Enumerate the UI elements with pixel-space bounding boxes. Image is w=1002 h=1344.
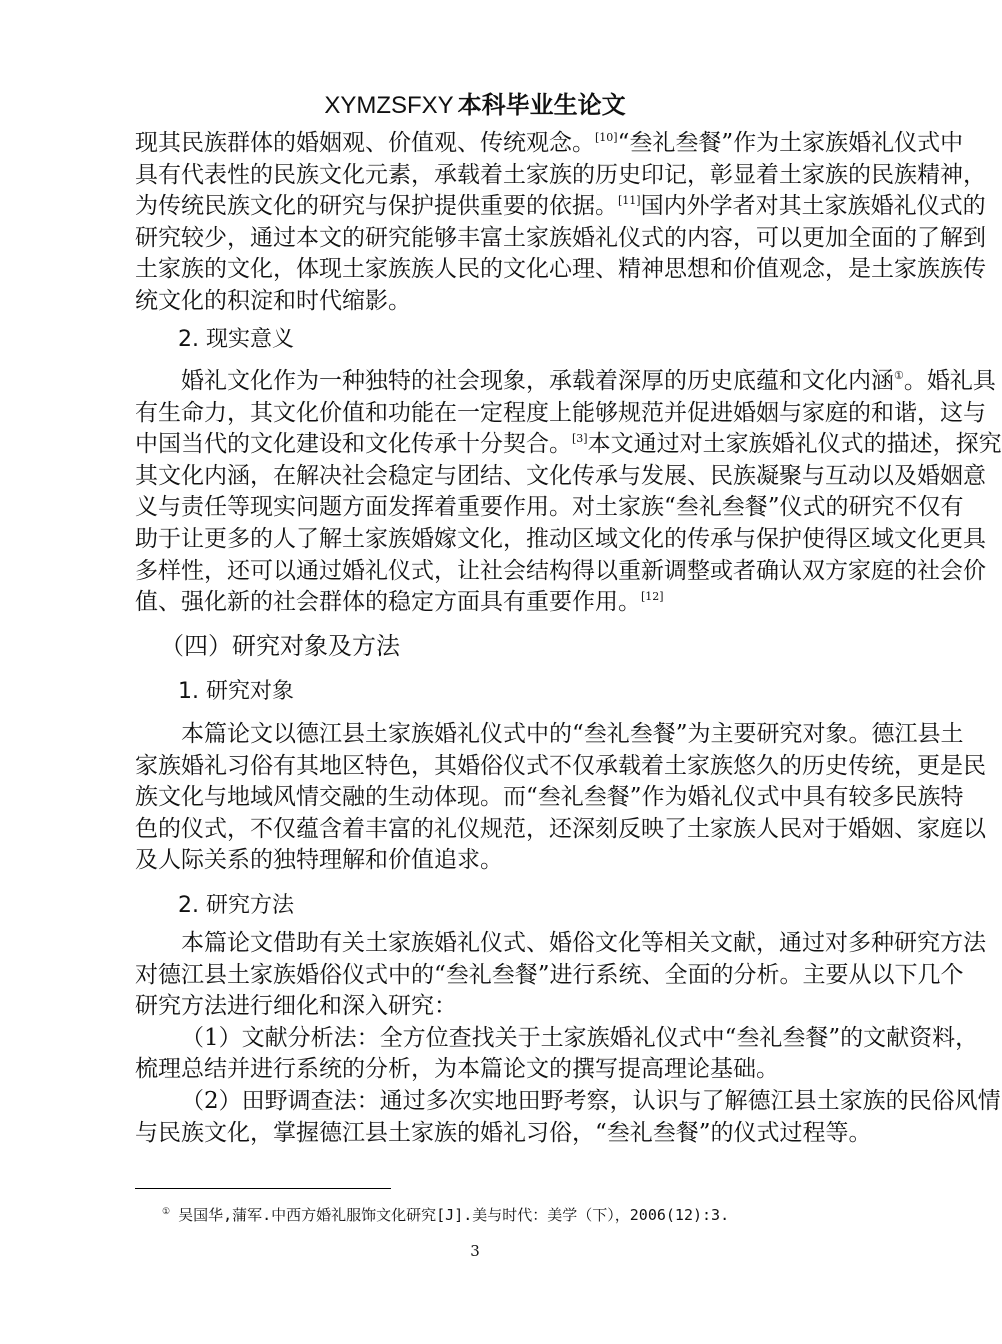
heading-research-object: 1. 研究对象 <box>178 679 294 704</box>
page-header <box>0 90 950 121</box>
text-segment: 色的仪式，不仅蕴含着丰富的礼仪规范，还深刻反映了土家族人民对于婚姻、家庭以 <box>135 815 986 842</box>
text-line <box>135 719 964 751</box>
text-segment: （1）文献分析法：全方位查找关于土家族婚礼仪式中“叁礼叁餐”的文献资料， <box>181 1024 979 1051</box>
citation-mark: [11] <box>618 194 641 208</box>
text-line <box>135 845 847 877</box>
text-line <box>135 1118 872 1150</box>
text-line <box>135 191 986 223</box>
text-segment: 家族婚礼习俗有其地区特色，其婚俗仪式不仅承载着土家族悠久的历史传统，更是民 <box>135 752 986 779</box>
text-segment: 及人际关系的独特理解和价值追求。 <box>135 847 503 874</box>
citation-mark: [10] <box>595 131 618 144</box>
text-line <box>135 223 986 255</box>
text-line <box>135 1086 1001 1118</box>
text-segment: 中国当代的文化建设和文化传承十分契合。 <box>135 431 572 458</box>
text-segment: 梳理总结并进行系统的分析，为本篇论文的撰写提高理论基础。 <box>135 1056 779 1083</box>
text-line <box>135 1054 847 1086</box>
paragraph-research-method <box>135 928 1001 1149</box>
heading-research-method: 2. 研究方法 <box>178 893 294 918</box>
text-line <box>135 254 986 286</box>
text-line <box>135 814 986 846</box>
text-segment: 值、强化新的社会群体的稳定方面具有重要作用。 <box>135 589 641 616</box>
text-line <box>135 928 986 960</box>
header-title: 本科毕业生论文 <box>457 90 626 119</box>
text-line <box>135 286 847 318</box>
text-line <box>135 429 1002 461</box>
text-segment: 土家族的文化，体现土家族族人民的文化心理、精神思想和价值观念，是土家族族传 <box>135 256 986 283</box>
paragraph-cultural-significance <box>135 128 986 318</box>
text-line <box>135 366 996 398</box>
text-line <box>135 587 847 619</box>
text-segment: 研究较少，通过本文的研究能够丰富土家族婚礼仪式的内容，可以更加全面的了解到 <box>135 224 986 251</box>
text-line <box>135 492 964 524</box>
text-line <box>135 782 964 814</box>
text-line <box>135 991 847 1023</box>
page-number: 3 <box>470 1242 480 1260</box>
heading-section-four: （四）研究对象及方法 <box>160 632 400 660</box>
text-segment: 本篇论文以德江县土家族婚礼仪式中的“叁礼叁餐”为主要研究对象。德江县土 <box>181 721 964 747</box>
heading-practical-significance: 2. 现实意义 <box>178 327 294 352</box>
text-line <box>135 960 964 992</box>
citation-mark: ① <box>894 369 904 382</box>
text-segment: 对德江县土家族婚俗仪式中的“叁礼叁餐”进行系统、全面的分析。主要从以下几个 <box>135 961 964 988</box>
text-segment: 现其民族群体的婚姻观、价值观、传统观念。 <box>135 130 595 156</box>
text-segment: 统文化的积淀和时代缩影。 <box>135 287 411 314</box>
footnote-text: 吴国华,蒲军.中西方婚礼服饰文化研究[J].美与时代：美学（下），2006(12):3. <box>178 1206 730 1224</box>
text-line <box>135 751 986 783</box>
text-segment: 族文化与地域风情交融的生动体现。而“叁礼叁餐”作为婚礼仪式中具有较多民族特 <box>135 784 964 811</box>
text-segment: 婚礼文化作为一种独特的社会现象，承载着深厚的历史底蕴和文化内涵 <box>181 368 894 394</box>
paragraph-practical-significance <box>135 366 1002 619</box>
text-segment: （2）田野调查法：通过多次实地田野考察，认识与了解德江县土家族的民俗风情 <box>181 1087 1001 1114</box>
text-line <box>135 398 986 430</box>
text-segment: 本篇论文借助有关土家族婚礼仪式、婚俗文化等相关文献，通过对多种研究方法 <box>181 930 986 956</box>
footnote-mark: ① <box>162 1207 171 1217</box>
citation-mark: [3] <box>572 432 588 446</box>
text-line <box>135 160 986 192</box>
text-segment: 助于让更多的人了解土家族婚嫁文化，推动区域文化的传承与保护使得区域文化更具 <box>135 525 986 552</box>
citation-mark: [12] <box>641 590 664 604</box>
text-segment: 为传统民族文化的研究与保护提供重要的依据。 <box>135 193 618 220</box>
text-segment: 其文化内涵，在解决社会稳定与团结、文化传承与发展、民族凝聚与互动以及婚姻意 <box>135 462 986 489</box>
header-code: XYMZSFXY <box>324 92 454 119</box>
text-line <box>135 524 986 556</box>
text-line <box>135 1023 979 1055</box>
text-segment: 有生命力，其文化价值和功能在一定程度上能够规范并促进婚姻与家庭的和谐，这与 <box>135 399 986 426</box>
footnote-divider <box>135 1188 391 1189</box>
text-line <box>135 128 964 160</box>
paragraph-research-object <box>135 719 986 877</box>
text-line <box>135 461 986 493</box>
text-segment: 多样性，还可以通过婚礼仪式，让社会结构得以重新调整或者确认双方家庭的社会价 <box>135 557 986 584</box>
footnote <box>162 1203 729 1227</box>
text-segment: 义与责任等现实问题方面发挥着重要作用。对土家族“叁礼叁餐”仪式的研究不仅有 <box>135 494 964 521</box>
text-segment: 国内外学者对其土家族婚礼仪式的 <box>640 193 986 220</box>
text-segment: 本文通过对土家族婚礼仪式的描述，探究 <box>587 431 1002 458</box>
text-segment: 研究方法进行细化和深入研究： <box>135 993 457 1020</box>
text-segment: “叁礼叁餐”作为土家族婚礼仪式中 <box>617 130 964 156</box>
text-segment: 与民族文化，掌握德江县土家族的婚礼习俗，“叁礼叁餐”的仪式过程等。 <box>135 1119 872 1146</box>
text-segment: 具有代表性的民族文化元素，承载着土家族的历史印记，彰显着土家族的民族精神， <box>135 161 986 188</box>
text-line <box>135 556 986 588</box>
text-segment: 。婚礼具 <box>903 368 996 394</box>
